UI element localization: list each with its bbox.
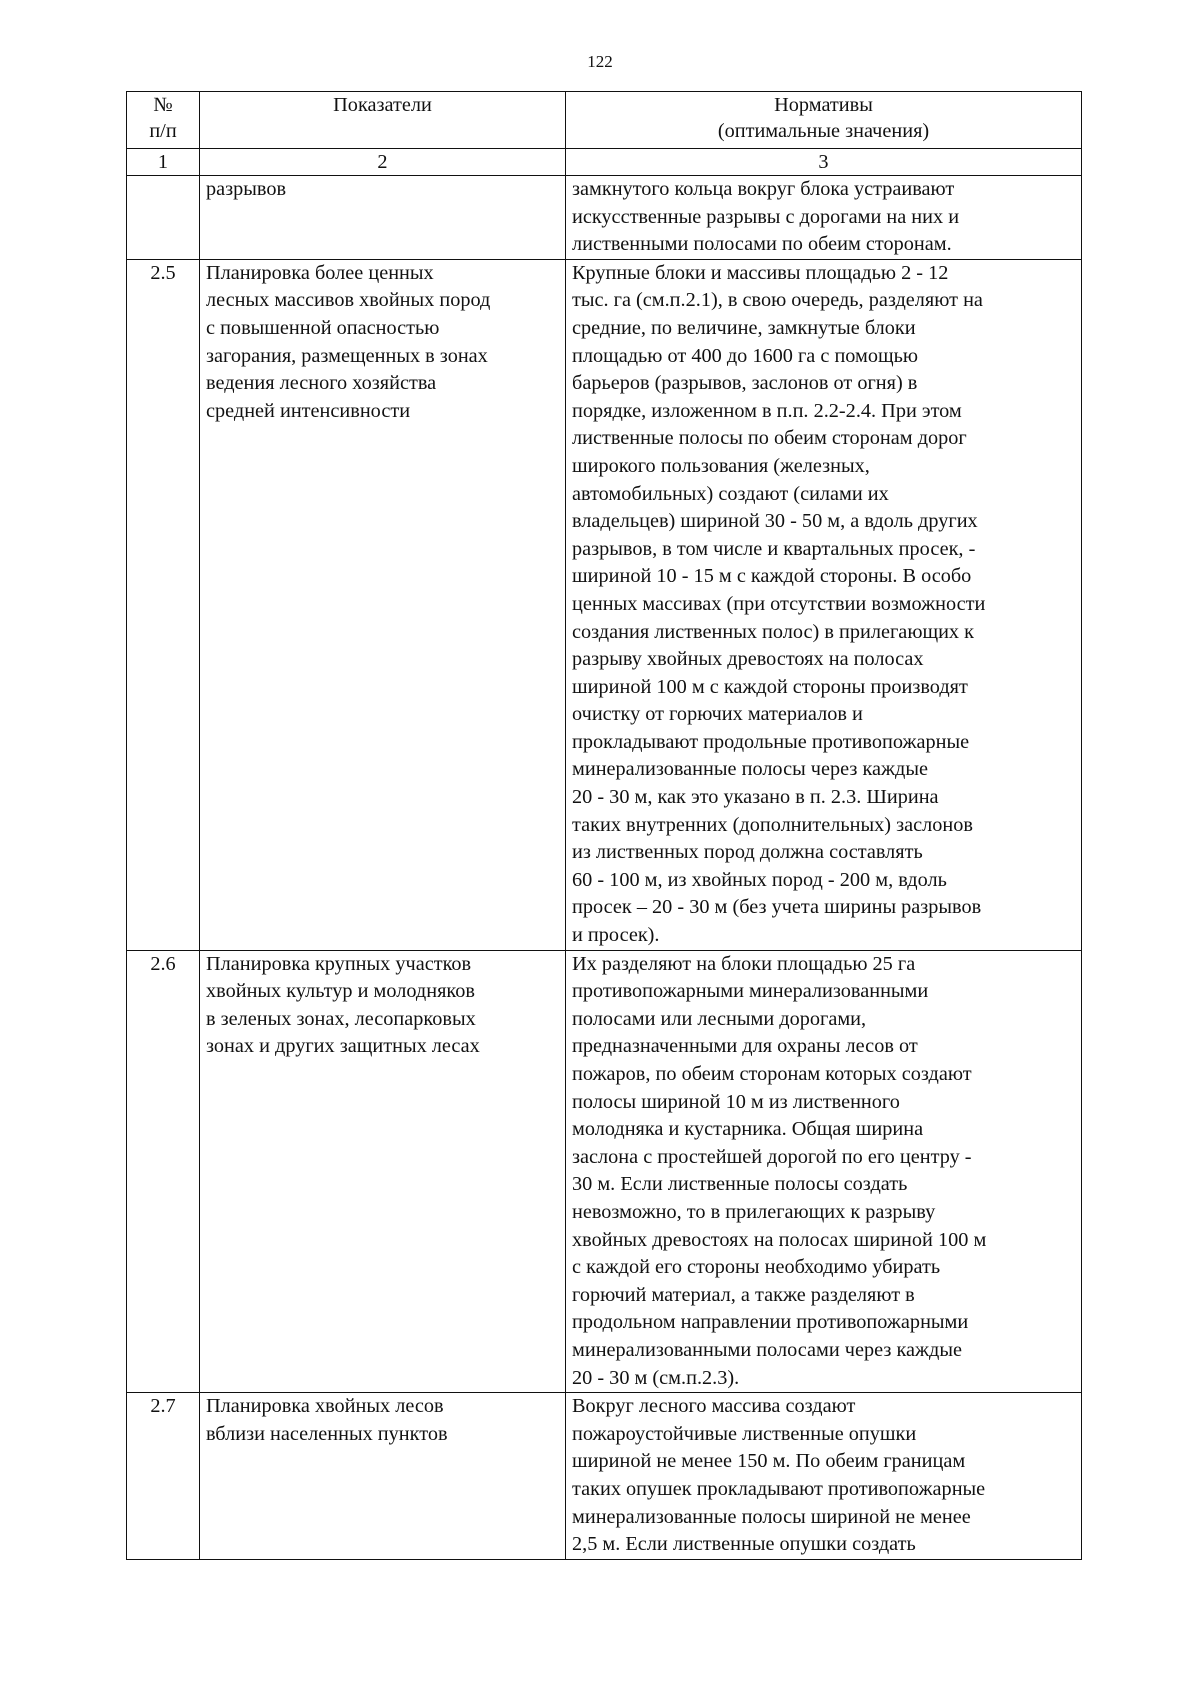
row-indicator: Планировка более ценных лесных массивов хвойных пород с повышенной опасностью загорания, размещенных в зонах ведения лесного хозяйства средней интенсивности	[200, 259, 566, 950]
row-norms: Вокруг лесного массива создают пожароустойчивые лиственные опушки шириной не менее 150 м. По обеим границам таких опушек прокладывают противопожарные минерализованные полосы шириной не менее 2,5 м. Если лиственные опушки создать	[566, 1393, 1082, 1560]
table-row	[127, 176, 1082, 260]
table-header-row	[127, 92, 1082, 149]
row-number: 2.6	[127, 950, 200, 1393]
row-indicator: разрывов	[200, 176, 566, 260]
row-number: 2.5	[127, 259, 200, 950]
header-indicator: Показатели	[200, 92, 566, 149]
norms-table	[126, 91, 1082, 1560]
row-number	[127, 176, 200, 260]
row-norms: Их разделяют на блоки площадью 25 га противопожарными минерализованными полосами или лесными дорогами, предназначенными для охраны лесов от пожаров, по обеим сторонам которых создают полосы шириной 10 м из лиственного молодняка и кустарника. Общая ширина заслона с простейшей дорогой по его центру - 30 м. Если лиственные полосы создать невозможно, то в прилегающих к разрыву хвойных древостоях на полосах шириной 100 м с каждой его стороны необходимо убирать горючий материал, а также разделяют в продольном направлении противопожарными минерализованными полосами через каждые 20 - 30 м (см.п.2.3).	[566, 950, 1082, 1393]
row-indicator: Планировка хвойных лесов вблизи населенных пунктов	[200, 1393, 566, 1560]
row-indicator: Планировка крупных участков хвойных культур и молодняков в зеленых зонах, лесопарковых зонах и других защитных лесах	[200, 950, 566, 1393]
table-row	[127, 1393, 1082, 1560]
page-number: 122	[587, 52, 613, 71]
table-row	[127, 259, 1082, 950]
header-norms: Нормативы (оптимальные значения)	[566, 92, 1082, 149]
row-number: 2.7	[127, 1393, 200, 1560]
column-number-2: 2	[200, 149, 566, 176]
column-number-1: 1	[127, 149, 200, 176]
row-norms: замкнутого кольца вокруг блока устраивают искусственные разрывы с дорогами на них и лиственными полосами по обеим сторонам.	[566, 176, 1082, 260]
column-number-row	[127, 149, 1082, 176]
column-number-3: 3	[566, 149, 1082, 176]
table-row	[127, 950, 1082, 1393]
row-norms: Крупные блоки и массивы площадью 2 - 12 тыс. га (см.п.2.1), в свою очередь, разделяют на средние, по величине, замкнутые блоки площадью от 400 до 1600 га с помощью барьеров (разрывов, заслонов от огня) в порядке, изложенном в п.п. 2.2-2.4. При этом лиственные полосы по обеим сторонам дорог широкого пользования (железных, автомобильных) создают (силами их владельцев) шириной 30 - 50 м, а вдоль других разрывов, в том числе и квартальных просек, - шириной 10 - 15 м с каждой стороны. В особо ценных массивах (при отсутствии возможности создания лиственных полос) в прилегающих к разрыву хвойных древостоях на полосах шириной 100 м с каждой стороны производят очистку от горючих материалов и прокладывают продольные противопожарные минерализованные полосы через каждые 20 - 30 м, как это указано в п. 2.3. Ширина таких внутренних (дополнительных) заслонов из лиственных пород должна составлять 60 - 100 м, из хвойных пород - 200 м, вдоль просек – 20 - 30 м (без учета ширины разрывов и просек).	[566, 259, 1082, 950]
header-number: № п/п	[127, 92, 200, 149]
